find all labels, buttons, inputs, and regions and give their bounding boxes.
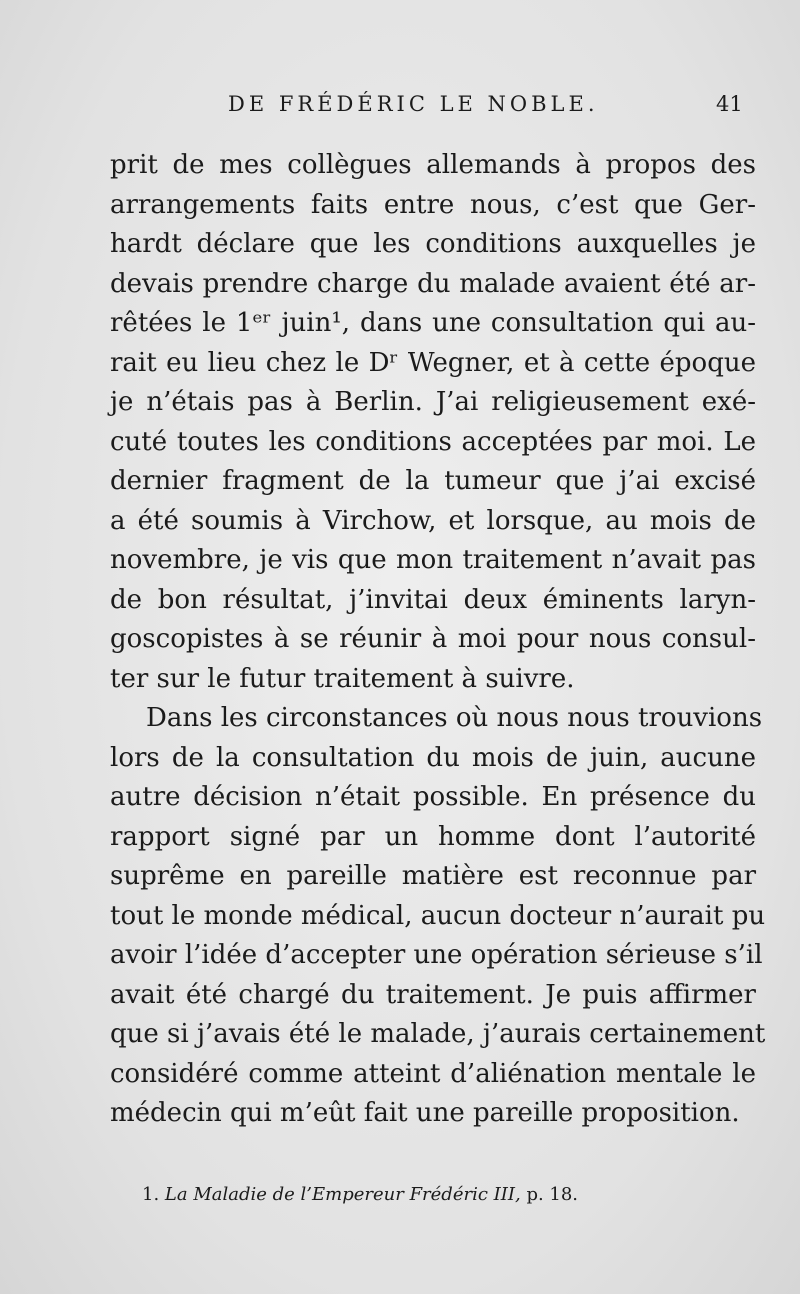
running-head: DE FRÉDÉRIC LE NOBLE. xyxy=(228,92,599,116)
text-line: rait eu lieu chez le Dʳ Wegner, et à cette époque xyxy=(110,347,756,378)
page-number: 41 xyxy=(716,92,743,116)
text-line: autre décision n’était possible. En présence du xyxy=(110,782,756,812)
text-line: rêtées le 1ᵉʳ juin¹, dans une consultation qui au- xyxy=(110,308,756,338)
text-line: novembre, je vis que mon traitement n’avait pas xyxy=(110,545,756,575)
text-line: arrangements faits entre nous, c’est que Ger- xyxy=(110,189,756,220)
text-line: médecin qui m’eût fait une pareille proposition. xyxy=(110,1098,740,1128)
text-line: devais prendre charge du malade avaient été ar- xyxy=(110,268,756,299)
text-line: rapport signé par un homme dont l’autorité xyxy=(110,821,756,852)
text-line: dernier fragment de la tumeur que j’ai excisé xyxy=(110,466,756,496)
footnote xyxy=(142,1180,578,1210)
page-header xyxy=(0,88,800,120)
text-line: avait été chargé du traitement. Je puis affirmer xyxy=(110,979,756,1010)
text-line: considéré comme atteint d’aliénation mentale le xyxy=(110,1058,756,1089)
text-line: lors de la consultation du mois de juin, aucune xyxy=(110,742,756,773)
footnote-title: La Maladie de l’Empereur Frédéric III, xyxy=(164,1184,521,1205)
footnote-number: 1. xyxy=(142,1184,160,1205)
text-line: goscopistes à se réunir à moi pour nous consul- xyxy=(110,624,756,654)
text-line: cuté toutes les conditions acceptées par moi. Le xyxy=(110,426,756,457)
text-line: de bon résultat, j’invitai deux éminents laryn- xyxy=(110,584,756,615)
text-line: que si j’avais été le malade, j’aurais certainement xyxy=(110,1019,766,1049)
text-line: je n’étais pas à Berlin. J’ai religieusement exé- xyxy=(110,387,756,417)
text-line: suprême en pareille matière est reconnue par xyxy=(110,861,756,891)
text-line: hardt déclare que les conditions auxquelles je xyxy=(110,229,756,259)
text-line: tout le monde médical, aucun docteur n’aurait pu xyxy=(110,900,766,931)
text-line: ter sur le futur traitement à suivre. xyxy=(110,663,575,694)
text-line: prit de mes collègues allemands à propos des xyxy=(110,150,756,180)
text-line: Dans les circonstances où nous nous trouvions xyxy=(146,703,763,733)
body-text xyxy=(110,146,766,1134)
text-line: avoir l’idée d’accepter une opération sérieuse s’il xyxy=(110,940,763,970)
footnote-page-ref: p. 18. xyxy=(526,1184,579,1205)
text-line: a été soumis à Virchow, et lorsque, au mois de xyxy=(110,505,756,536)
